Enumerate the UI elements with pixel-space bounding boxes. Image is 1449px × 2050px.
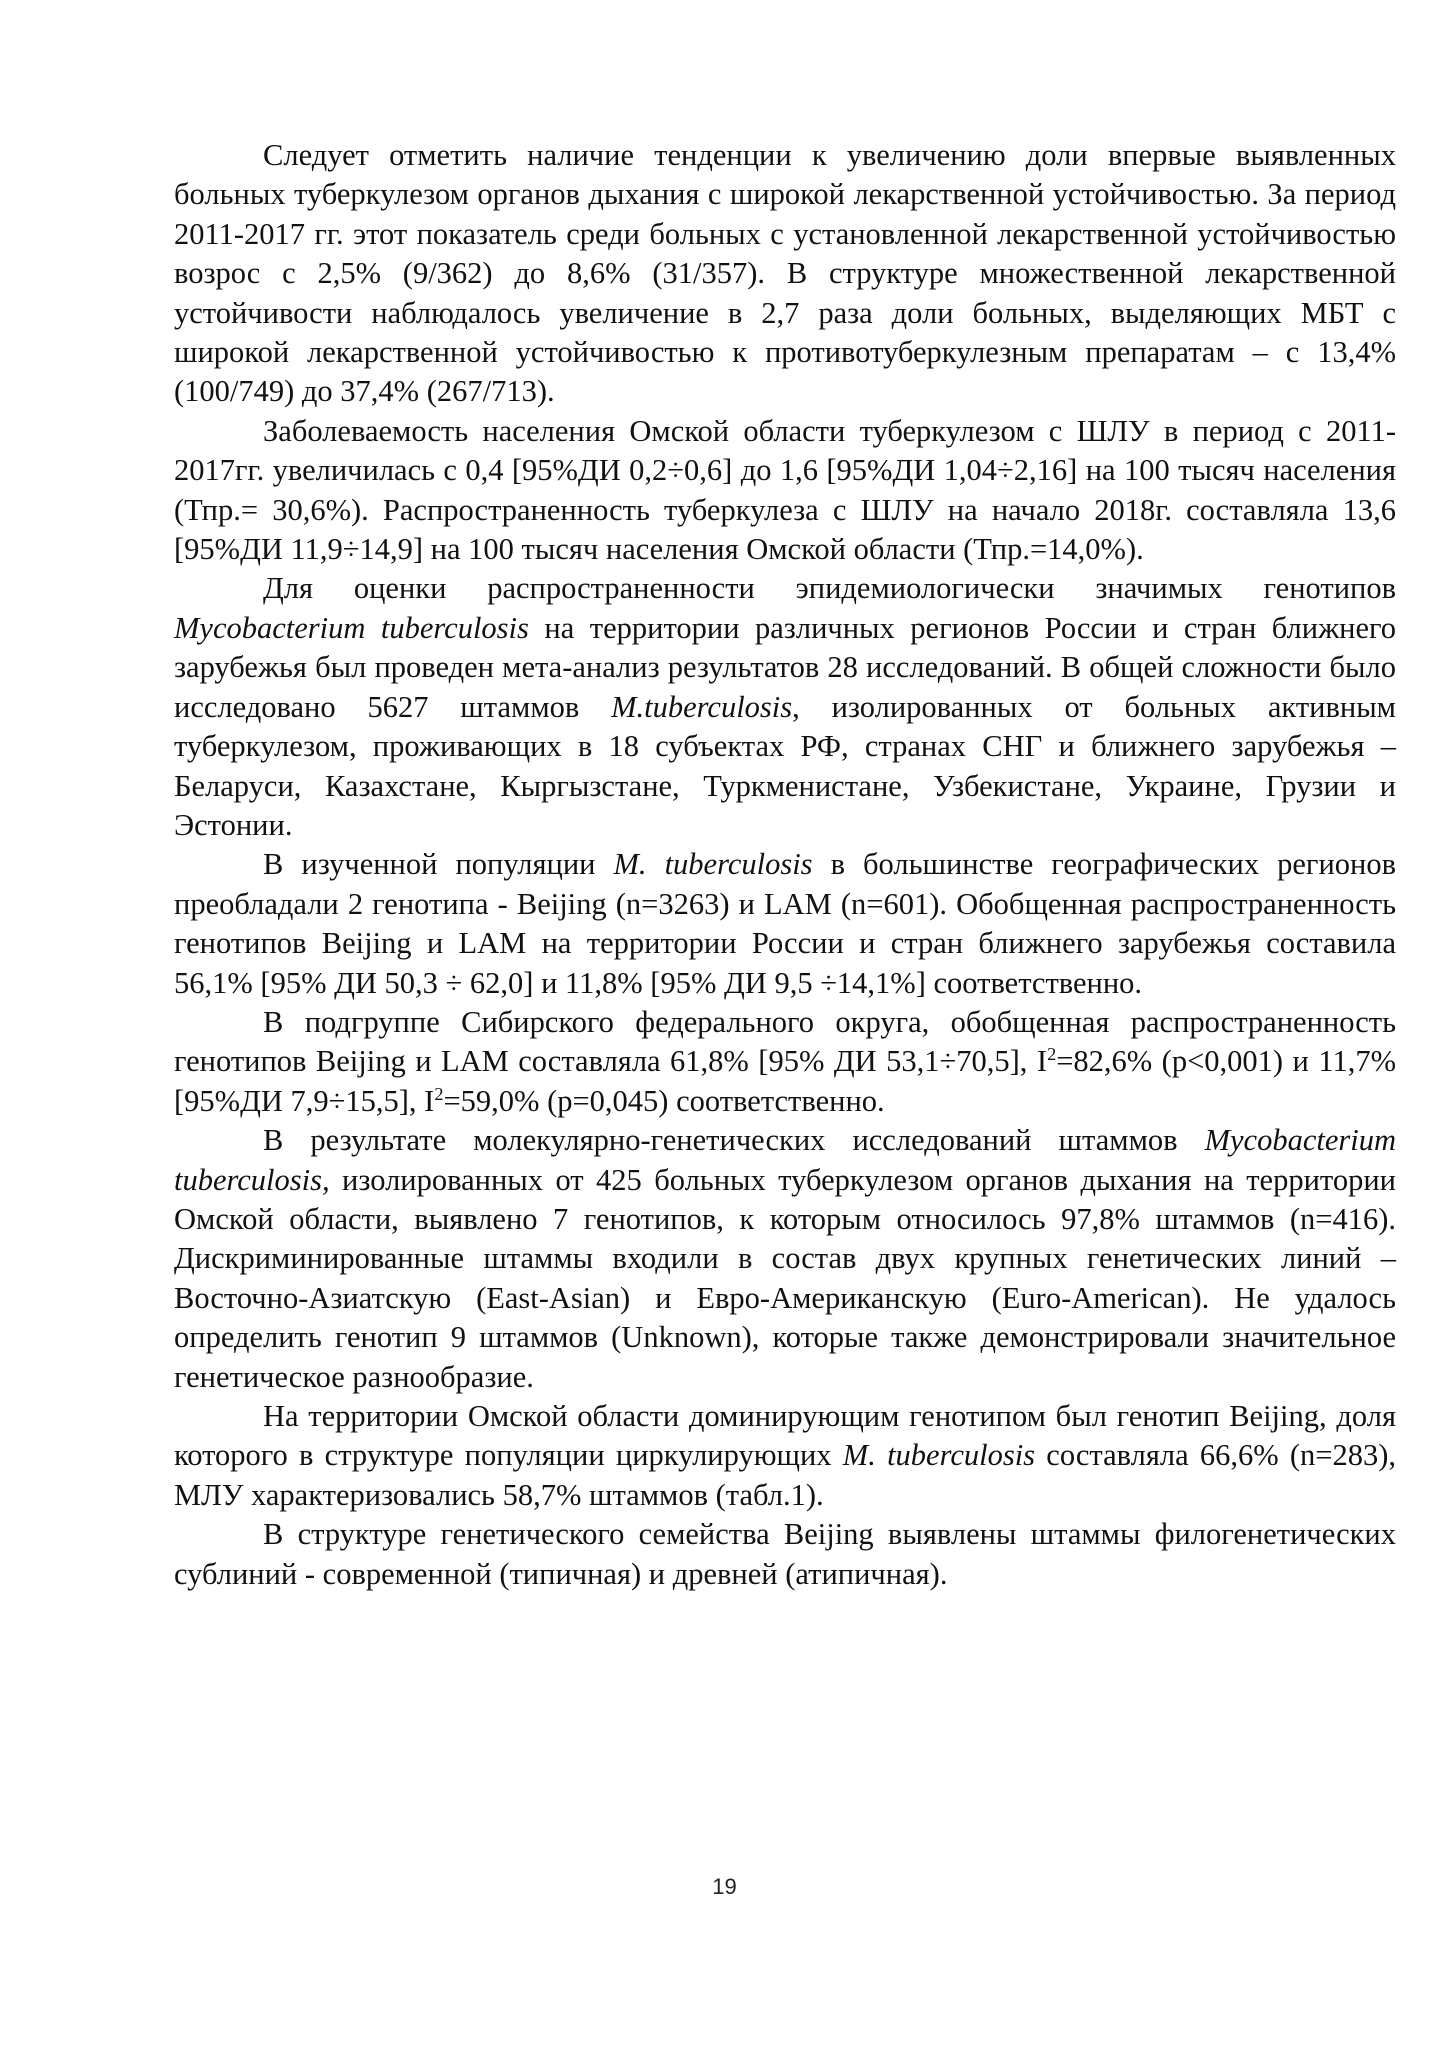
text-run: Заболеваемость населения Омской области туберкулезом с ШЛУ в период с 2011-2017гг. увеличилась с 0,4 [95%ДИ 0,2÷0,6] до 1,6 [95%ДИ 1,04÷2,16] на 100 тысяч населения (Тпр.= 30,6%). Распространенность туберкулеза с ШЛУ на начало 2018г. составляла 13,6 [95%ДИ 11,9÷14,9] на 100 тысяч населения Омской области (Тпр.=14,0%).: [174, 413, 1396, 567]
text-run: в большинстве географических регионов преобладали 2 генотипа - Beijing (n=3263) и LAM (n=601). Обобщенная распространенность генотипов Beijing и LAM на территории России и стран ближнего зарубежья составила 56,1% [95% ДИ 50,3 ÷ 62,0] и 11,8% [95% ДИ 9,5 ÷14,1%] соответственно.: [174, 847, 1396, 1000]
superscript: 2: [434, 1083, 444, 1104]
italic-term: M. tuberculosis: [842, 1438, 1036, 1473]
italic-term: Mycobacterium tuberculosis,: [174, 1123, 1396, 1197]
paragraph: [174, 1003, 1396, 1121]
italic-term: Mycobacterium tuberculosis: [174, 610, 529, 645]
italic-term: M. tuberculosis: [613, 847, 813, 882]
paragraph: [174, 1397, 1396, 1515]
text-run: на территории различных регионов России и стран ближнего зарубежья был проведен мета-анализ результатов 28 исследований. В общей сложности было исследовано 5627 штаммов: [174, 610, 1396, 724]
text-run: На территории Омской области доминирующим генотипом был генотип Beijing, доля которого в структуре популяции циркулирующих: [174, 1399, 1396, 1473]
body-text: [174, 136, 1396, 1594]
text-run: составляла 66,6% (n=283), МЛУ характеризовались 58,7% штаммов (табл.1).: [174, 1438, 1397, 1512]
text-run: Следует отметить наличие тенденции к увеличению доли впервые выявленных больных туберкулезом органов дыхания с широкой лекарственной устойчивостью. За период 2011-2017 гг. этот показатель среди больных с установленной лекарственной устойчивостью возрос с 2,5% (9/362) до 8,6% (31/357). В структуре множественной лекарственной устойчивости наблюдалось увеличение в 2,7 раза доли больных, выделяющих МБТ с широкой лекарственной устойчивостью к противотуберкулезным препаратам – с 13,4% (100/749) до 37,4% (267/713).: [174, 138, 1396, 409]
text-run: Для оценки распространенности эпидемиологически значимых генотипов: [263, 571, 1396, 606]
paragraph: [174, 136, 1396, 412]
text-run: , изолированных от больных активным туберкулезом, проживающих в 18 субъектах РФ, странах СНГ и ближнего зарубежья – Беларуси, Казахстане, Кыргызстане, Туркменистане, Узбекистане, Украине, Грузии и Эстонии.: [174, 689, 1396, 842]
paragraph: [174, 845, 1396, 1003]
italic-term: M.tuberculosis: [611, 689, 793, 724]
text-run: В подгруппе Сибирского федерального округа, обобщенная распространенность генотипов Beijing и LAM составляла 61,8% [95% ДИ 53,1÷70,5], I: [174, 1004, 1396, 1079]
text-run: =82,6% (p<0,001) и 11,7% [95%ДИ 7,9÷15,5], I: [174, 1044, 1396, 1118]
paragraph: [174, 1515, 1396, 1594]
superscript: 2: [1047, 1044, 1057, 1065]
paragraph: [174, 569, 1396, 845]
text-run: В изученной популяции: [263, 847, 614, 882]
paragraph: [174, 1121, 1396, 1397]
text-run: изолированных от 425 больных туберкулезом органов дыхания на территории Омской области, выявлено 7 генотипов, к которым относилось 97,8% штаммов (n=416). Дискриминированные штаммы входили в состав двух крупных генетических линий – Восточно-Азиатскую (East-Asian) и Евро-Американскую (Euro-American). Не удалось определить генотип 9 штаммов (Unknown), которые также демонстрировали значительное генетическое разнообразие.: [174, 1162, 1396, 1394]
text-run: =59,0% (p=0,045) соответственно.: [443, 1083, 885, 1118]
paragraph: [174, 412, 1396, 570]
text-run: В результате молекулярно-генетических исследований штаммов: [263, 1123, 1205, 1158]
page-number: 19: [712, 1874, 737, 1899]
text-run: В структуре генетического семейства Beijing выявлены штаммы филогенетических сублиний - современной (типичная) и древней (атипичная).: [174, 1517, 1396, 1591]
